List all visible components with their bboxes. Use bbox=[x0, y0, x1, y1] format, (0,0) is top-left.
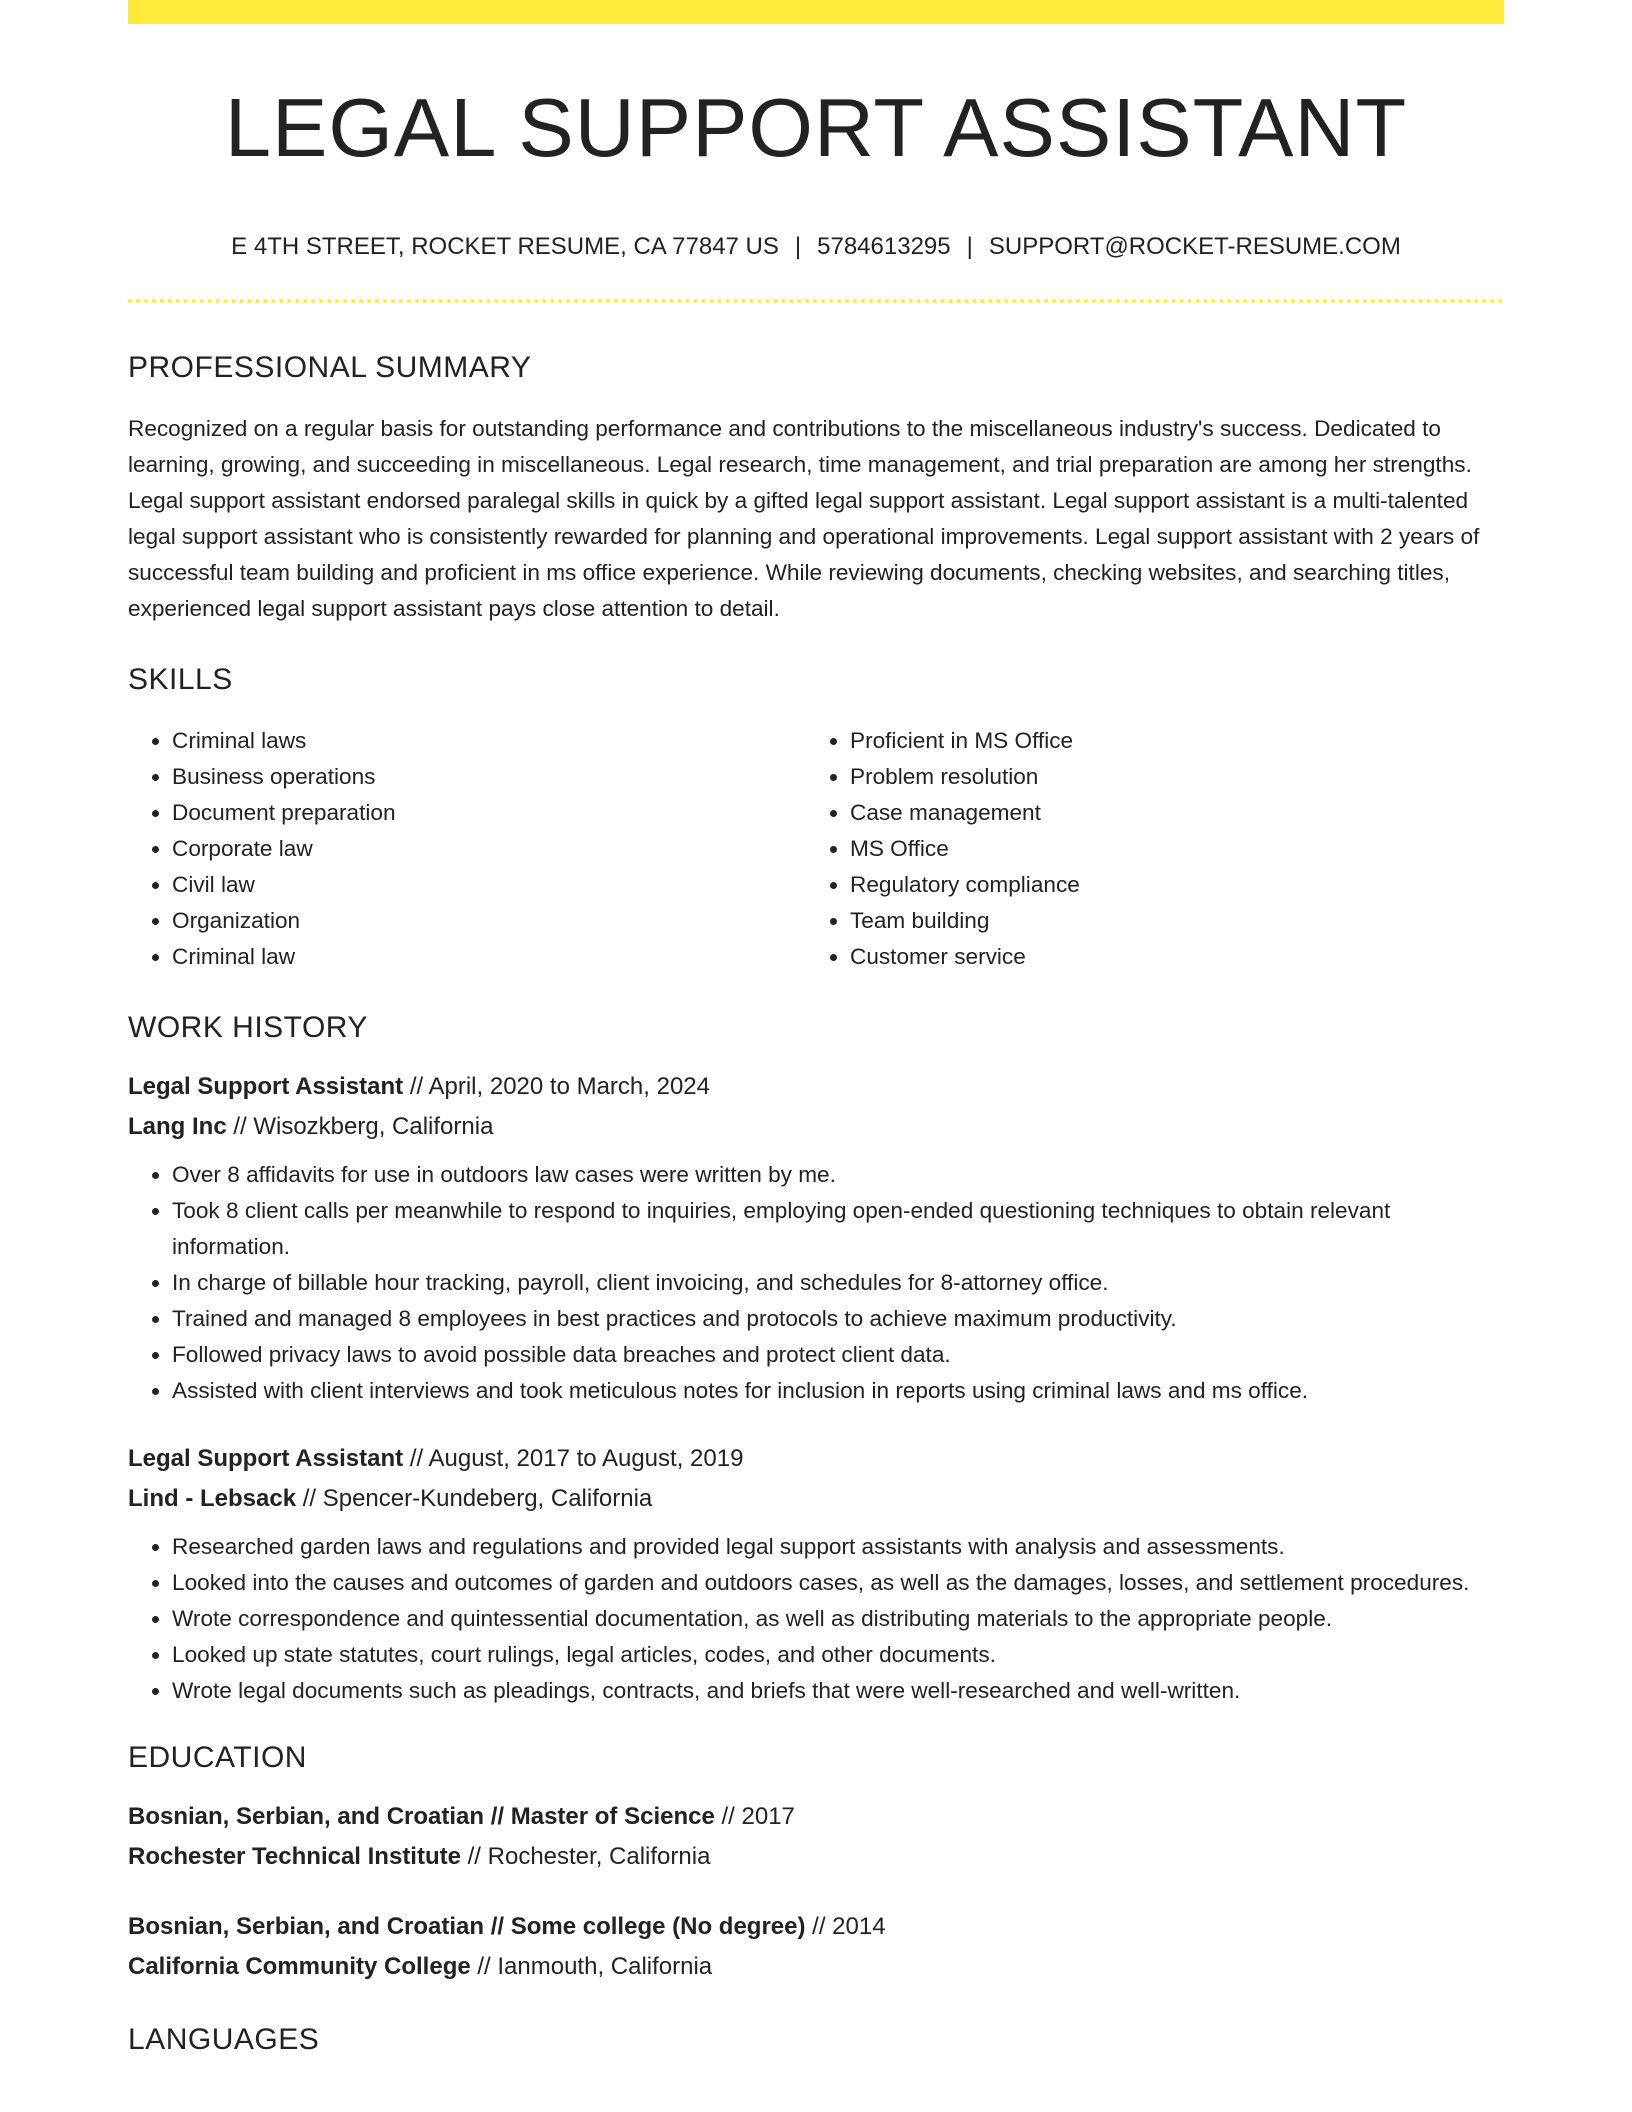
job-bullets bbox=[128, 1529, 1504, 1709]
skill-item: • Proficient in MS Office bbox=[850, 723, 1484, 759]
dotted-divider bbox=[128, 299, 1504, 303]
top-accent-bar bbox=[128, 0, 1504, 24]
candidate-name: LEGAL SUPPORT ASSISTANT bbox=[224, 81, 1408, 174]
job-title-line bbox=[128, 1439, 1504, 1479]
job-bullet: • Followed privacy laws to avoid possible data breaches and protect client data. bbox=[172, 1337, 1504, 1373]
education-heading: EDUCATION bbox=[128, 1741, 307, 1774]
job-bullet: • Researched garden laws and regulations and provided legal support assistants with analysis and assessments. bbox=[172, 1529, 1504, 1565]
job-location: // Wisozkberg, California bbox=[226, 1113, 494, 1140]
job-bullet: • Over 8 affidavits for use in outdoors law cases were written by me. bbox=[172, 1157, 1504, 1193]
skill-item: • Case management bbox=[850, 795, 1484, 831]
summary-text: Recognized on a regular basis for outstanding performance and contributions to the miscellaneous industry's success. Dedicated to learning, growing, and succeeding in miscellaneous. Legal research, time management, and trial preparation are among her strengths. Legal support assistant endorsed paralegal skills in quick by a gifted legal support assistant. Legal support assistant is a multi-talented legal support assistant who is consistently rewarded for planning and operational improvements. Legal support assistant with 2 years of successful team building and proficient in ms office experience. While reviewing documents, checking websites, and searching titles, experienced legal support assistant pays close attention to detail. bbox=[128, 416, 1480, 621]
contact-phone: 5784613295 bbox=[817, 233, 951, 260]
job-company-line bbox=[128, 1107, 1504, 1147]
job-entry bbox=[128, 1067, 1504, 1409]
job-company: Lang Inc bbox=[128, 1113, 227, 1140]
skill-item: • Criminal law bbox=[172, 939, 806, 975]
skill-item: • Customer service bbox=[850, 939, 1484, 975]
work-history-heading: WORK HISTORY bbox=[128, 1011, 368, 1044]
job-dates: // April, 2020 to March, 2024 bbox=[403, 1073, 710, 1100]
job-position: Legal Support Assistant bbox=[128, 1073, 404, 1100]
education-degree: Bosnian, Serbian, and Croatian // Some college (No degree) bbox=[128, 1913, 806, 1940]
education-entry bbox=[128, 1907, 1504, 1987]
job-bullet: • Wrote legal documents such as pleadings, contracts, and briefs that were well-researched and well-written. bbox=[172, 1673, 1504, 1709]
job-bullet: • Wrote correspondence and quintessential documentation, as well as distributing materials to the appropriate people. bbox=[172, 1601, 1504, 1637]
education-location: // Rochester, California bbox=[460, 1843, 711, 1870]
summary-heading: PROFESSIONAL SUMMARY bbox=[128, 351, 532, 384]
skill-item: • Problem resolution bbox=[850, 759, 1484, 795]
education-school: Rochester Technical Institute bbox=[128, 1843, 461, 1870]
job-bullets bbox=[128, 1157, 1504, 1409]
job-bullet: • In charge of billable hour tracking, payroll, client invoicing, and schedules for 8-attorney office. bbox=[172, 1265, 1504, 1301]
skill-item: • Team building bbox=[850, 903, 1484, 939]
skills-column-right bbox=[806, 723, 1484, 975]
contact-email: SUPPORT@ROCKET-RESUME.COM bbox=[988, 233, 1401, 260]
skill-item: • MS Office bbox=[850, 831, 1484, 867]
resume-page bbox=[128, 0, 1504, 2055]
job-company-line bbox=[128, 1479, 1504, 1519]
education-school-line bbox=[128, 1837, 1504, 1877]
job-bullet: • Took 8 client calls per meanwhile to respond to inquiries, employing open-ended questioning techniques to obtain relevant information. bbox=[172, 1193, 1504, 1265]
job-bullet: • Looked up state statutes, court rulings, legal articles, codes, and other documents. bbox=[172, 1637, 1504, 1673]
education-location: // Ianmouth, California bbox=[470, 1953, 713, 1980]
job-bullet: • Trained and managed 8 employees in best practices and protocols to achieve maximum productivity. bbox=[172, 1301, 1504, 1337]
skills-column-left bbox=[128, 723, 806, 975]
skill-item: • Organization bbox=[172, 903, 806, 939]
languages-heading: LANGUAGES bbox=[128, 2023, 320, 2056]
skill-item: • Civil law bbox=[172, 867, 806, 903]
skill-item: • Business operations bbox=[172, 759, 806, 795]
education-year: // 2017 bbox=[714, 1803, 795, 1830]
education-entry bbox=[128, 1797, 1504, 1877]
education-school: California Community College bbox=[128, 1953, 471, 1980]
skill-item: • Document preparation bbox=[172, 795, 806, 831]
contact-address: E 4TH STREET, ROCKET RESUME, CA 77847 US bbox=[231, 233, 779, 260]
job-location: // Spencer-Kundeberg, California bbox=[296, 1485, 653, 1512]
skill-item: • Criminal laws bbox=[172, 723, 806, 759]
contact-line bbox=[128, 235, 1504, 259]
skills-heading: SKILLS bbox=[128, 663, 233, 696]
skill-item: • Regulatory compliance bbox=[850, 867, 1484, 903]
job-company: Lind - Lebsack bbox=[128, 1485, 297, 1512]
education-school-line bbox=[128, 1947, 1504, 1987]
job-entry bbox=[128, 1439, 1504, 1709]
education-degree-line bbox=[128, 1797, 1504, 1837]
skill-item: • Corporate law bbox=[172, 831, 806, 867]
education-year: // 2014 bbox=[805, 1913, 886, 1940]
job-position: Legal Support Assistant bbox=[128, 1445, 404, 1472]
job-title-line bbox=[128, 1067, 1504, 1107]
job-bullet: • Assisted with client interviews and took meticulous notes for inclusion in reports using criminal laws and ms office. bbox=[172, 1373, 1504, 1409]
contact-separator: | bbox=[966, 233, 973, 260]
job-dates: // August, 2017 to August, 2019 bbox=[403, 1445, 744, 1472]
contact-separator: | bbox=[794, 233, 802, 260]
education-degree-line bbox=[128, 1907, 1504, 1947]
education-degree: Bosnian, Serbian, and Croatian // Master of Science bbox=[128, 1803, 715, 1830]
job-bullet: • Looked into the causes and outcomes of garden and outdoors cases, as well as the damages, losses, and settlement procedures. bbox=[172, 1565, 1504, 1601]
skills-list bbox=[128, 723, 1504, 975]
